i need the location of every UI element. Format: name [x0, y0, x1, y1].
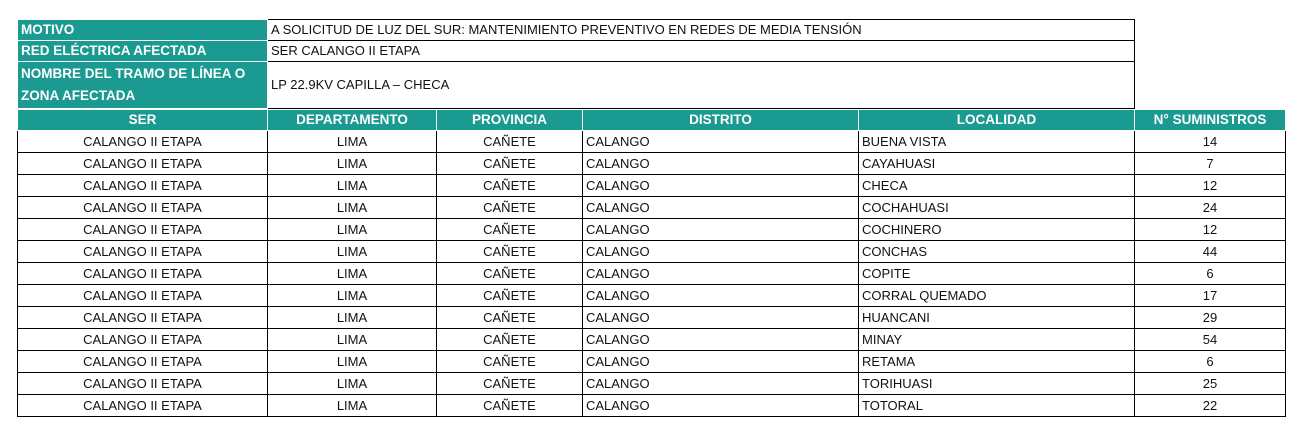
table-row: [18, 219, 1286, 241]
cell-ser: CALANGO II ETAPA: [18, 395, 268, 417]
cell-suministros: 44: [1135, 241, 1286, 263]
cell-localidad: BUENA VISTA: [859, 131, 1135, 153]
cell-provincia: CAÑETE: [437, 351, 583, 373]
cell-departamento: LIMA: [268, 395, 437, 417]
table-row: [18, 153, 1286, 175]
cell-provincia: CAÑETE: [437, 197, 583, 219]
cell-departamento: LIMA: [268, 175, 437, 197]
table-row: [18, 285, 1286, 307]
table-row: [18, 175, 1286, 197]
cell-departamento: LIMA: [268, 241, 437, 263]
cell-suministros: 6: [1135, 351, 1286, 373]
cell-provincia: CAÑETE: [437, 131, 583, 153]
cell-ser: CALANGO II ETAPA: [18, 153, 268, 175]
cell-distrito: CALANGO: [583, 131, 859, 153]
cell-suministros: 54: [1135, 329, 1286, 351]
cell-provincia: CAÑETE: [437, 395, 583, 417]
cell-suministros: 7: [1135, 153, 1286, 175]
cell-provincia: CAÑETE: [437, 307, 583, 329]
cell-departamento: LIMA: [268, 131, 437, 153]
cell-provincia: CAÑETE: [437, 153, 583, 175]
cell-localidad: CAYAHUASI: [859, 153, 1135, 175]
cell-localidad: HUANCANI: [859, 307, 1135, 329]
cell-provincia: CAÑETE: [437, 263, 583, 285]
cell-provincia: CAÑETE: [437, 241, 583, 263]
table-row: [18, 241, 1286, 263]
cell-ser: CALANGO II ETAPA: [18, 175, 268, 197]
cell-distrito: CALANGO: [583, 241, 859, 263]
cell-suministros: 24: [1135, 197, 1286, 219]
header-departamento: DEPARTAMENTO: [268, 110, 437, 131]
cell-distrito: CALANGO: [583, 351, 859, 373]
cell-localidad: CONCHAS: [859, 241, 1135, 263]
cell-suministros: 29: [1135, 307, 1286, 329]
cell-ser: CALANGO II ETAPA: [18, 373, 268, 395]
cell-ser: CALANGO II ETAPA: [18, 285, 268, 307]
cell-suministros: 17: [1135, 285, 1286, 307]
cell-provincia: CAÑETE: [437, 373, 583, 395]
red-value: SER CALANGO II ETAPA: [268, 41, 1135, 62]
red-row: [18, 41, 1135, 62]
cell-suministros: 6: [1135, 263, 1286, 285]
cell-provincia: CAÑETE: [437, 175, 583, 197]
header-distrito: DISTRITO: [583, 110, 859, 131]
header-localidad: LOCALIDAD: [859, 110, 1135, 131]
cell-suministros: 25: [1135, 373, 1286, 395]
cell-localidad: MINAY: [859, 329, 1135, 351]
cell-ser: CALANGO II ETAPA: [18, 351, 268, 373]
cell-ser: CALANGO II ETAPA: [18, 307, 268, 329]
cell-distrito: CALANGO: [583, 219, 859, 241]
cell-ser: CALANGO II ETAPA: [18, 241, 268, 263]
cell-departamento: LIMA: [268, 263, 437, 285]
cell-localidad: RETAMA: [859, 351, 1135, 373]
table-row: [18, 395, 1286, 417]
cell-ser: CALANGO II ETAPA: [18, 263, 268, 285]
outage-info-table: [17, 19, 1135, 109]
cell-suministros: 12: [1135, 175, 1286, 197]
cell-distrito: CALANGO: [583, 197, 859, 219]
tramo-value: LP 22.9KV CAPILLA – CHECA: [268, 62, 1135, 109]
header-suministros: N° SUMINISTROS: [1135, 110, 1286, 131]
table-row: [18, 351, 1286, 373]
table-header-row: [18, 110, 1286, 131]
cell-suministros: 14: [1135, 131, 1286, 153]
table-row: [18, 131, 1286, 153]
tramo-label: NOMBRE DEL TRAMO DE LÍNEA O ZONA AFECTADA: [18, 62, 268, 109]
cell-ser: CALANGO II ETAPA: [18, 219, 268, 241]
cell-localidad: TORIHUASI: [859, 373, 1135, 395]
table-row: [18, 197, 1286, 219]
cell-provincia: CAÑETE: [437, 285, 583, 307]
cell-distrito: CALANGO: [583, 285, 859, 307]
cell-distrito: CALANGO: [583, 373, 859, 395]
cell-departamento: LIMA: [268, 285, 437, 307]
cell-localidad: CORRAL QUEMADO: [859, 285, 1135, 307]
cell-distrito: CALANGO: [583, 263, 859, 285]
cell-distrito: CALANGO: [583, 153, 859, 175]
cell-departamento: LIMA: [268, 197, 437, 219]
cell-localidad: COCHINERO: [859, 219, 1135, 241]
motivo-row: [18, 20, 1135, 41]
cell-distrito: CALANGO: [583, 329, 859, 351]
table-body: [18, 131, 1286, 417]
cell-localidad: COPITE: [859, 263, 1135, 285]
cell-departamento: LIMA: [268, 329, 437, 351]
table-row: [18, 307, 1286, 329]
localities-table: [17, 109, 1286, 417]
cell-departamento: LIMA: [268, 219, 437, 241]
cell-departamento: LIMA: [268, 307, 437, 329]
red-label: RED ELÉCTRICA AFECTADA: [18, 41, 268, 62]
cell-departamento: LIMA: [268, 351, 437, 373]
cell-localidad: CHECA: [859, 175, 1135, 197]
cell-suministros: 12: [1135, 219, 1286, 241]
cell-distrito: CALANGO: [583, 395, 859, 417]
table-row: [18, 373, 1286, 395]
cell-suministros: 22: [1135, 395, 1286, 417]
cell-departamento: LIMA: [268, 373, 437, 395]
cell-ser: CALANGO II ETAPA: [18, 329, 268, 351]
cell-localidad: COCHAHUASI: [859, 197, 1135, 219]
table-row: [18, 329, 1286, 351]
cell-provincia: CAÑETE: [437, 219, 583, 241]
table-row: [18, 263, 1286, 285]
cell-departamento: LIMA: [268, 153, 437, 175]
cell-distrito: CALANGO: [583, 307, 859, 329]
tramo-row: [18, 62, 1135, 109]
cell-provincia: CAÑETE: [437, 329, 583, 351]
cell-localidad: TOTORAL: [859, 395, 1135, 417]
motivo-label: MOTIVO: [18, 20, 268, 41]
header-provincia: PROVINCIA: [437, 110, 583, 131]
cell-ser: CALANGO II ETAPA: [18, 197, 268, 219]
header-ser: SER: [18, 110, 268, 131]
cell-distrito: CALANGO: [583, 175, 859, 197]
cell-ser: CALANGO II ETAPA: [18, 131, 268, 153]
motivo-value: A SOLICITUD DE LUZ DEL SUR: MANTENIMIENTO PREVENTIVO EN REDES DE MEDIA TENSIÓN: [268, 20, 1135, 41]
outage-notice-sheet: [17, 19, 1286, 417]
